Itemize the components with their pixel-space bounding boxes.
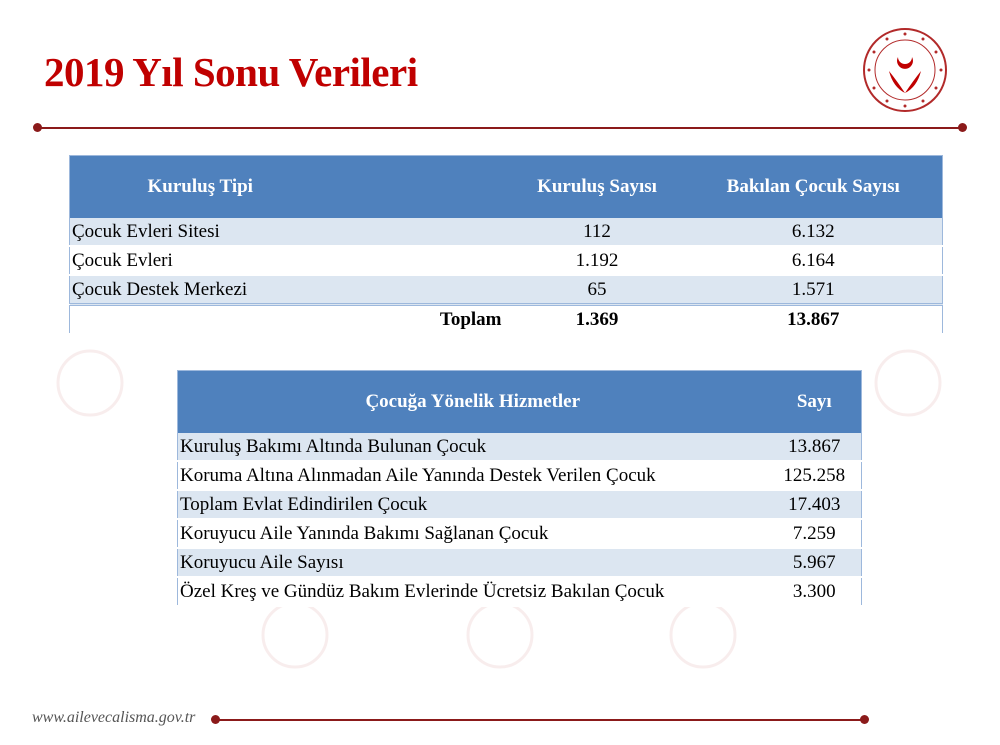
- institution-count: 65: [510, 275, 685, 305]
- service-name: Koruyucu Aile Yanında Bakımı Sağlanan Çocuk: [178, 519, 768, 548]
- table-row: [178, 433, 862, 461]
- total-label: Toplam: [70, 305, 510, 335]
- watermark-logo-icon: [465, 600, 535, 670]
- services-table: [177, 370, 862, 607]
- service-value: 5.967: [768, 548, 862, 577]
- watermark-logo-icon: [260, 600, 330, 670]
- footer-url[interactable]: www.ailevecalisma.gov.tr: [32, 709, 196, 726]
- table-row: [178, 461, 862, 490]
- header-divider: [38, 127, 963, 129]
- divider-dot-right: [958, 123, 967, 132]
- institution-type: Çocuk Evleri Sitesi: [70, 218, 510, 246]
- table-header-row: [178, 371, 862, 434]
- total-row: [70, 305, 943, 335]
- children-count: 6.132: [685, 218, 943, 246]
- table-row: [70, 246, 943, 275]
- column-header: Bakılan Çocuk Sayısı: [685, 156, 943, 219]
- institution-count: 112: [510, 218, 685, 246]
- total-institution-count: 1.369: [510, 305, 685, 335]
- service-name: Toplam Evlat Edindirilen Çocuk: [178, 490, 768, 519]
- institution-type: Çocuk Destek Merkezi: [70, 275, 510, 305]
- table-row: [178, 577, 862, 606]
- children-count: 6.164: [685, 246, 943, 275]
- watermark-logo-icon: [55, 348, 125, 418]
- institution-type: Çocuk Evleri: [70, 246, 510, 275]
- table-row: [178, 519, 862, 548]
- institution-count: 1.192: [510, 246, 685, 275]
- column-header: Çocuğa Yönelik Hizmetler: [178, 371, 768, 434]
- service-name: Özel Kreş ve Gündüz Bakım Evlerinde Ücretsiz Bakılan Çocuk: [178, 577, 768, 606]
- children-count: 1.571: [685, 275, 943, 305]
- service-name: Kuruluş Bakımı Altında Bulunan Çocuk: [178, 433, 768, 461]
- column-header: Sayı: [768, 371, 862, 434]
- service-value: 17.403: [768, 490, 862, 519]
- column-header: Kuruluş Sayısı: [510, 156, 685, 219]
- total-children-count: 13.867: [685, 305, 943, 335]
- page-title: 2019 Yıl Sonu Verileri: [44, 49, 418, 95]
- service-name: Koruma Altına Alınmadan Aile Yanında Destek Verilen Çocuk: [178, 461, 768, 490]
- table-row: [70, 218, 943, 246]
- table-row: [70, 275, 943, 305]
- table-header-row: [70, 156, 943, 219]
- watermark-logo-icon: [668, 600, 738, 670]
- service-value: 7.259: [768, 519, 862, 548]
- service-value: 125.258: [768, 461, 862, 490]
- institution-table: [69, 155, 943, 335]
- service-value: 13.867: [768, 433, 862, 461]
- footer-divider: [216, 719, 866, 721]
- service-name: Koruyucu Aile Sayısı: [178, 548, 768, 577]
- ministry-logo-icon: [862, 27, 948, 113]
- table-row: [178, 490, 862, 519]
- table-row: [178, 548, 862, 577]
- footer-dot-right: [860, 715, 869, 724]
- watermark-logo-icon: [873, 348, 943, 418]
- service-value: 3.300: [768, 577, 862, 606]
- column-header: Kuruluş Tipi: [70, 156, 510, 219]
